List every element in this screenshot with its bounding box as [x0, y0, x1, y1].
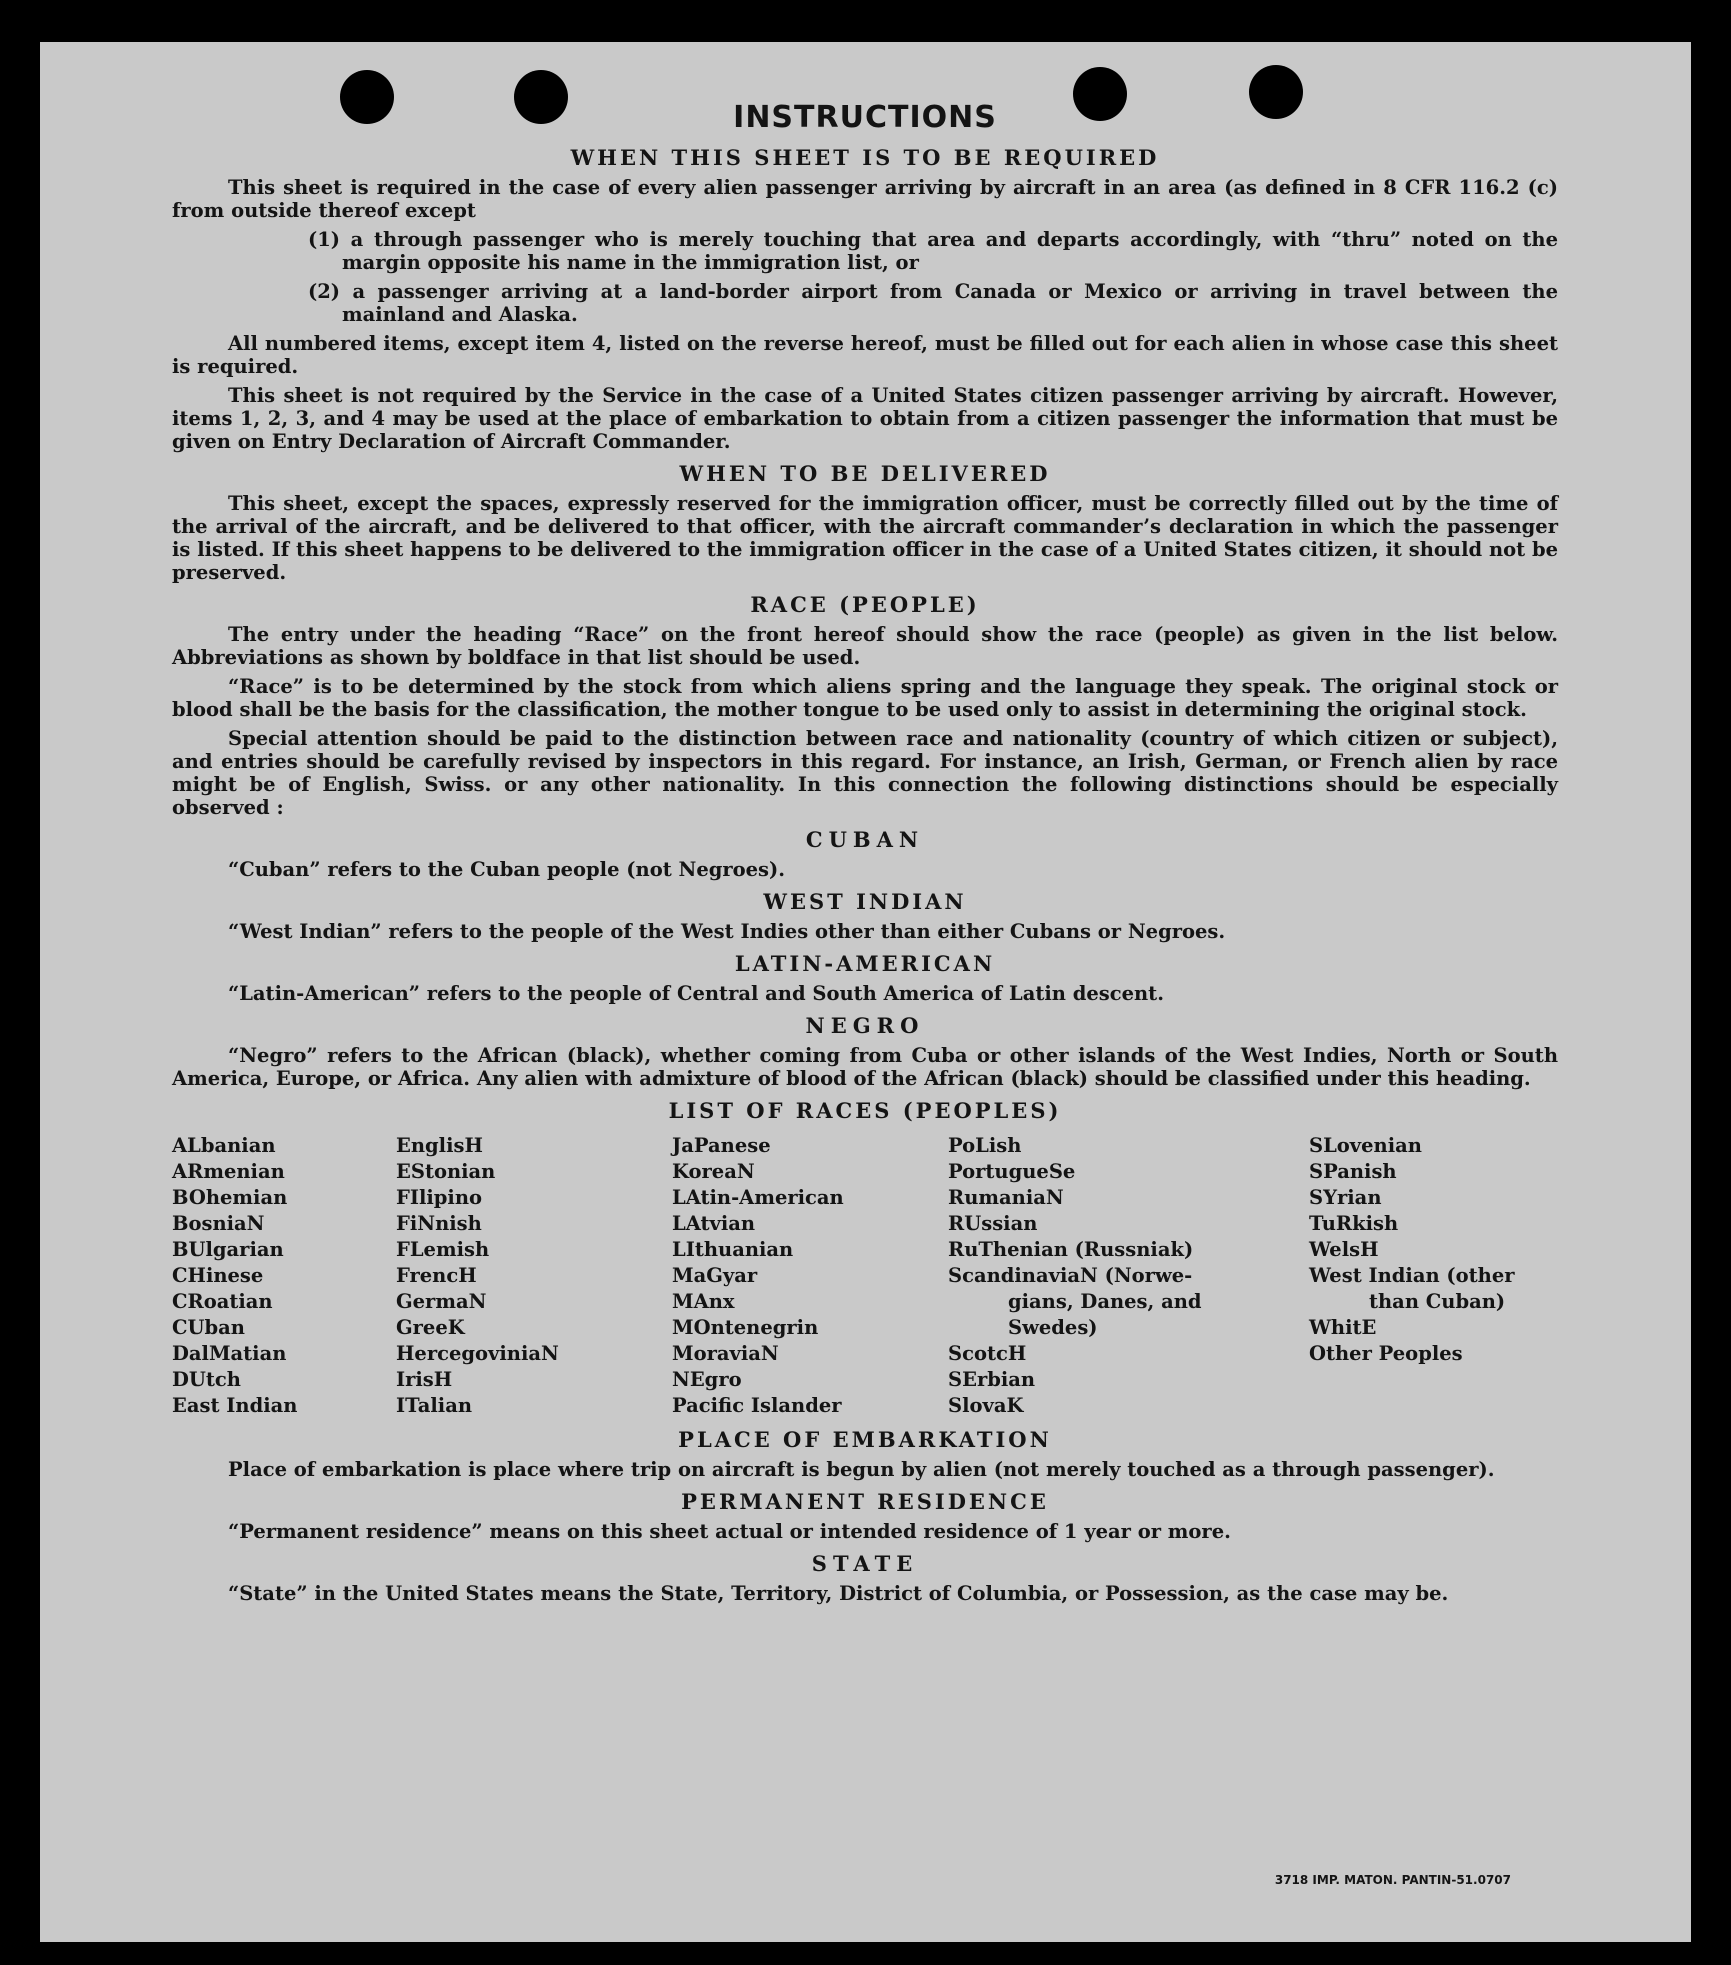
paragraph: “State” in the United States means the State, Territory, District of Columbia, or Possession, as the case may be.: [228, 1582, 1449, 1605]
races-list: [172, 1133, 1558, 1419]
race-item: FrencH: [396, 1264, 477, 1287]
paragraph: “West Indian” refers to the people of the West Indies other than either Cubans or Negroes.: [228, 920, 1226, 943]
paragraph: “Latin-American” refers to the people of Central and South America of Latin descent.: [228, 982, 1164, 1005]
section-when-delivered: [172, 461, 1558, 584]
race-item: BUlgarian: [172, 1238, 284, 1261]
race-item: East Indian: [172, 1394, 298, 1417]
race-item: RUssian: [948, 1212, 1038, 1235]
document-sheet: [40, 42, 1691, 1942]
section-state: [172, 1551, 1558, 1605]
race-item: RuThenian (Russniak): [948, 1238, 1194, 1261]
section-heading: PERMANENT RESIDENCE: [681, 1489, 1049, 1514]
race-item: SLovenian: [1309, 1134, 1422, 1157]
section-heading: WEST INDIAN: [763, 889, 967, 914]
race-item: WelsH: [1309, 1238, 1379, 1261]
race-item: CUban: [172, 1316, 245, 1339]
race-item: TuRkish: [1309, 1212, 1399, 1235]
race-item: ITalian: [396, 1394, 473, 1417]
section-latin-american: [172, 951, 1558, 1005]
race-item: MoraviaN: [672, 1342, 779, 1365]
paragraph: The entry under the heading “Race” on the front hereof should show the race (people) as given in the list below. Abbreviations as shown by boldface in that list should be used.: [172, 623, 1558, 669]
paragraph: Place of embarkation is place where trip on aircraft is begun by alien (not merely touched as a through passenger).: [228, 1458, 1495, 1481]
paragraph: This sheet, except the spaces, expressly reserved for the immigration officer, must be correctly filled out by the time of the arrival of the aircraft, and be delivered to that officer, with the aircraft commander’s declaration in which the passenger is listed. If this sheet happens to be delivered to the immigration officer in the case of a United States citizen, it should not be preserved.: [172, 492, 1558, 584]
section-cuban: [172, 827, 1558, 881]
race-item: EStonian: [396, 1160, 496, 1183]
race-item: FLemish: [396, 1238, 490, 1261]
race-item: HercegoviniaN: [396, 1342, 559, 1365]
section-permanent-residence: [172, 1489, 1558, 1543]
document-title: INSTRUCTIONS: [733, 100, 997, 135]
race-item: LAtin-American: [672, 1186, 844, 1209]
race-item: PoLish: [948, 1134, 1022, 1157]
section-heading: STATE: [811, 1551, 919, 1576]
race-item: ARmenian: [172, 1160, 285, 1183]
race-item: KoreaN: [672, 1160, 755, 1183]
section-heading: CUBAN: [805, 827, 925, 852]
race-item: CRoatian: [172, 1290, 273, 1313]
race-item: PortugueSe: [948, 1160, 1076, 1183]
race-item: LIthuanian: [672, 1238, 794, 1261]
race-item: GermaN: [396, 1290, 487, 1313]
race-item: MOntenegrin: [672, 1316, 819, 1339]
race-item: DUtch: [172, 1368, 241, 1391]
races-column: [948, 1133, 1309, 1419]
race-item: BOhemian: [172, 1186, 288, 1209]
document-content: [172, 100, 1558, 1611]
race-item-continuation: Swedes): [1008, 1316, 1098, 1339]
race-item: FiNnish: [396, 1212, 482, 1235]
race-item: NEgro: [672, 1368, 742, 1391]
race-item: CHinese: [172, 1264, 264, 1287]
race-item: BosniaN: [172, 1212, 265, 1235]
race-item: ALbanian: [172, 1134, 276, 1157]
section-negro: [172, 1013, 1558, 1090]
race-item: FIlipino: [396, 1186, 483, 1209]
section-heading: WHEN TO BE DELIVERED: [679, 461, 1051, 486]
races-column: [672, 1133, 948, 1419]
race-item: SYrian: [1309, 1186, 1382, 1209]
paragraph: All numbered items, except item 4, listed on the reverse hereof, must be filled out for each alien in whose case this sheet is required.: [172, 332, 1558, 378]
paragraph: This sheet is not required by the Service in the case of a United States citizen passenger arriving by aircraft. However, items 1, 2, 3, and 4 may be used at the place of embarkation to obtain from a citizen passenger the information that must be given on Entry Declaration of Aircraft Commander.: [172, 384, 1558, 453]
section-heading: NEGRO: [805, 1013, 925, 1038]
section-place-of-embarkation: [172, 1427, 1558, 1481]
race-item: LAtvian: [672, 1212, 756, 1235]
race-item: MAnx: [672, 1290, 735, 1313]
race-item: EnglisH: [396, 1134, 483, 1157]
race-item: SErbian: [948, 1368, 1036, 1391]
paragraph: “Cuban” refers to the Cuban people (not Negroes).: [228, 858, 786, 881]
races-column: [396, 1133, 672, 1419]
race-item: SlovaK: [948, 1394, 1024, 1417]
race-item: GreeK: [396, 1316, 465, 1339]
race-item: ScandinaviaN (Norwe-: [948, 1264, 1193, 1287]
race-item: WhitE: [1309, 1316, 1377, 1339]
race-item: JaPanese: [672, 1134, 771, 1157]
race-item: DalMatian: [172, 1342, 287, 1365]
section-heading: LIST OF RACES (PEOPLES): [668, 1098, 1062, 1123]
race-item: Other Peoples: [1309, 1342, 1463, 1365]
paragraph: “Negro” refers to the African (black), whether coming from Cuba or other islands of the West Indies, North or South America, Europe, or Africa. Any alien with admixture of blood of the African (black) should be classified under this heading.: [172, 1044, 1558, 1090]
exception-item: (2) a passenger arriving at a land-border airport from Canada or Mexico or arriving in travel between the mainland and Alaska.: [308, 280, 1558, 326]
races-column: [1309, 1133, 1558, 1419]
paragraph: “Race” is to be determined by the stock from which aliens spring and the language they speak. The original stock or blood shall be the basis for the classification, the mother tongue to be used only to assist in determining the original stock.: [172, 675, 1558, 721]
race-item: RumaniaN: [948, 1186, 1064, 1209]
paragraph: “Permanent residence” means on this sheet actual or intended residence of 1 year or more.: [228, 1520, 1231, 1543]
paragraph: Special attention should be paid to the distinction between race and nationality (country of which citizen or subject), and entries should be carefully revised by inspectors in this regard. For instance, an Irish, German, or French alien by race might be of English, Swiss. or any other nationality. In this connection the following distinctions should be especially observed :: [172, 727, 1558, 819]
section-heading: RACE (PEOPLE): [750, 592, 980, 617]
section-heading: LATIN-AMERICAN: [734, 951, 996, 976]
race-item-continuation: gians, Danes, and: [1008, 1290, 1202, 1313]
section-list-of-races: [172, 1098, 1558, 1419]
section-when-required: [172, 145, 1558, 453]
section-heading: WHEN THIS SHEET IS TO BE REQUIRED: [570, 145, 1160, 170]
race-item: West Indian (other: [1309, 1264, 1515, 1287]
exception-item: (1) a through passenger who is merely touching that area and departs accordingly, with “thru” noted on the margin opposite his name in the immigration list, or: [308, 228, 1558, 274]
race-item: SPanish: [1309, 1160, 1397, 1183]
section-west-indian: [172, 889, 1558, 943]
printer-imprint: 3718 IMP. MATON. PANTIN-51.0707: [1274, 1873, 1511, 1887]
paragraph: This sheet is required in the case of every alien passenger arriving by aircraft in an area (as defined in 8 CFR 116.2 (c) from outside thereof except: [172, 176, 1558, 222]
section-heading: PLACE OF EMBARKATION: [678, 1427, 1052, 1452]
races-column: [172, 1133, 396, 1419]
section-race: [172, 592, 1558, 819]
race-item: IrisH: [396, 1368, 453, 1391]
race-item: Pacific Islander: [672, 1394, 842, 1417]
race-item-continuation: than Cuban): [1369, 1290, 1506, 1313]
race-item: MaGyar: [672, 1264, 758, 1287]
race-item: ScotcH: [948, 1342, 1027, 1365]
